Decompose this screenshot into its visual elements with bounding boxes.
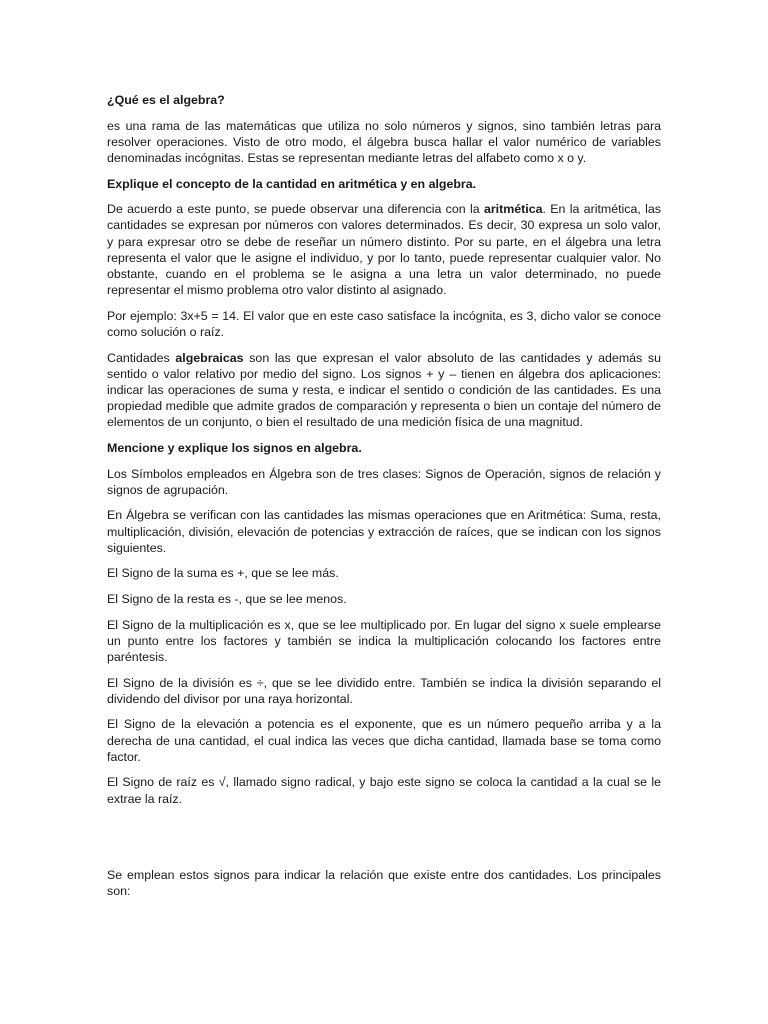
paragraph-cantidades-text-end: son las que expresan el valor absoluto de las cantidades y además su sentido o valor relativo por medio del signo. Los signos + y – tienen en álgebra dos aplicaciones: indicar las operaciones de suma y resta, e indicar el sentido o condición de las cantidades. Es una propiedad medible que admite grados de comparación y representa o bien un contaje del número de elementos de un conjunto, o bien el resultado de una medición física de una magnitud.: [107, 350, 661, 430]
paragraph-ejemplo: Por ejemplo: 3x+5 = 14. El valor que en este caso satisface la incógnita, es 3, dicho valor se conoce como solución o raíz.: [107, 308, 661, 339]
paragraph-signo-division: El Signo de la división es ÷, que se lee dividido entre. También se indica la división separando el dividendo del divisor por una raya horizontal.: [107, 675, 661, 706]
bold-term-algebraicas: algebraicas: [175, 350, 244, 365]
paragraph-signos-relacion: Se emplean estos signos para indicar la relación que existe entre dos cantidades. Los principales son:: [107, 868, 661, 899]
bold-term-aritmetica: aritmética: [483, 202, 543, 217]
paragraph-definicion: es una rama de las matemáticas que utiliza no solo números y signos, sino también letras para resolver operaciones. Visto de otro modo, el álgebra busca hallar el valor numérico de variables denominadas incógnitas. Estas se representan mediante letras del alfabeto como x o y.: [107, 118, 661, 165]
paragraph-simbolos: Los Símbolos empleados en Álgebra son de tres clases: Signos de Operación, signos de relación y signos de agrupación.: [107, 466, 661, 497]
paragraph-aritmetica: [107, 201, 661, 298]
paragraph-signo-raiz: El Signo de raíz es √, llamado signo radical, y bajo este signo se coloca la cantidad a la cual se le extrae la raíz.: [107, 775, 661, 806]
heading-que-es-algebra: ¿Qué es el algebra?: [107, 93, 225, 107]
paragraph-signo-suma: El Signo de la suma es +, que se lee más.: [107, 566, 339, 581]
paragraph-operaciones: En Álgebra se verifican con las cantidades las mismas operaciones que en Aritmética: Suma, resta, multiplicación, división, elevación de potencias y extracción de raíces, que se indican con los signos siguientes.: [107, 508, 661, 555]
heading-signos-algebra: Mencione y explique los signos en algebra.: [107, 441, 362, 455]
paragraph-aritmetica-text-end: . En la aritmética, las cantidades se expresan por números con valores determinados. Es decir, 30 expresa un solo valor, y para expresar otro se debe de reseñar un número distinto. Por su parte, en el álgebra una letra representa el valor que le asigne el individuo, y por lo tanto, puede representar cualquier valor. No obstante, cuando en el problema se le asigna a una letra un valor determinado, no puede representar el mismo problema otro valor distinto al asignado.: [107, 202, 661, 298]
blank-space: [107, 816, 661, 867]
document-page: [107, 92, 661, 909]
paragraph-signo-resta: El Signo de la resta es -, que se lee menos.: [107, 591, 347, 606]
paragraph-signo-potencia: El Signo de la elevación a potencia es el exponente, que es un número pequeño arriba y a la derecha de una cantidad, el cual indica las veces que dicha cantidad, llamada base se toma como factor.: [107, 717, 661, 764]
heading-concepto-cantidad: Explique el concepto de la cantidad en aritmética y en algebra.: [107, 176, 477, 191]
paragraph-signo-multiplicacion: El Signo de la multiplicación es x, que se lee multiplicado por. En lugar del signo x suele emplearse un punto entre los factores y también se indica la multiplicación colocando los factores entre paréntesis.: [107, 617, 661, 664]
paragraph-cantidades-algebraicas: [107, 350, 661, 431]
paragraph-cantidades-text-start: Cantidades: [107, 350, 176, 365]
paragraph-aritmetica-text-start: De acuerdo a este punto, se puede observar una diferencia con la: [107, 202, 484, 217]
